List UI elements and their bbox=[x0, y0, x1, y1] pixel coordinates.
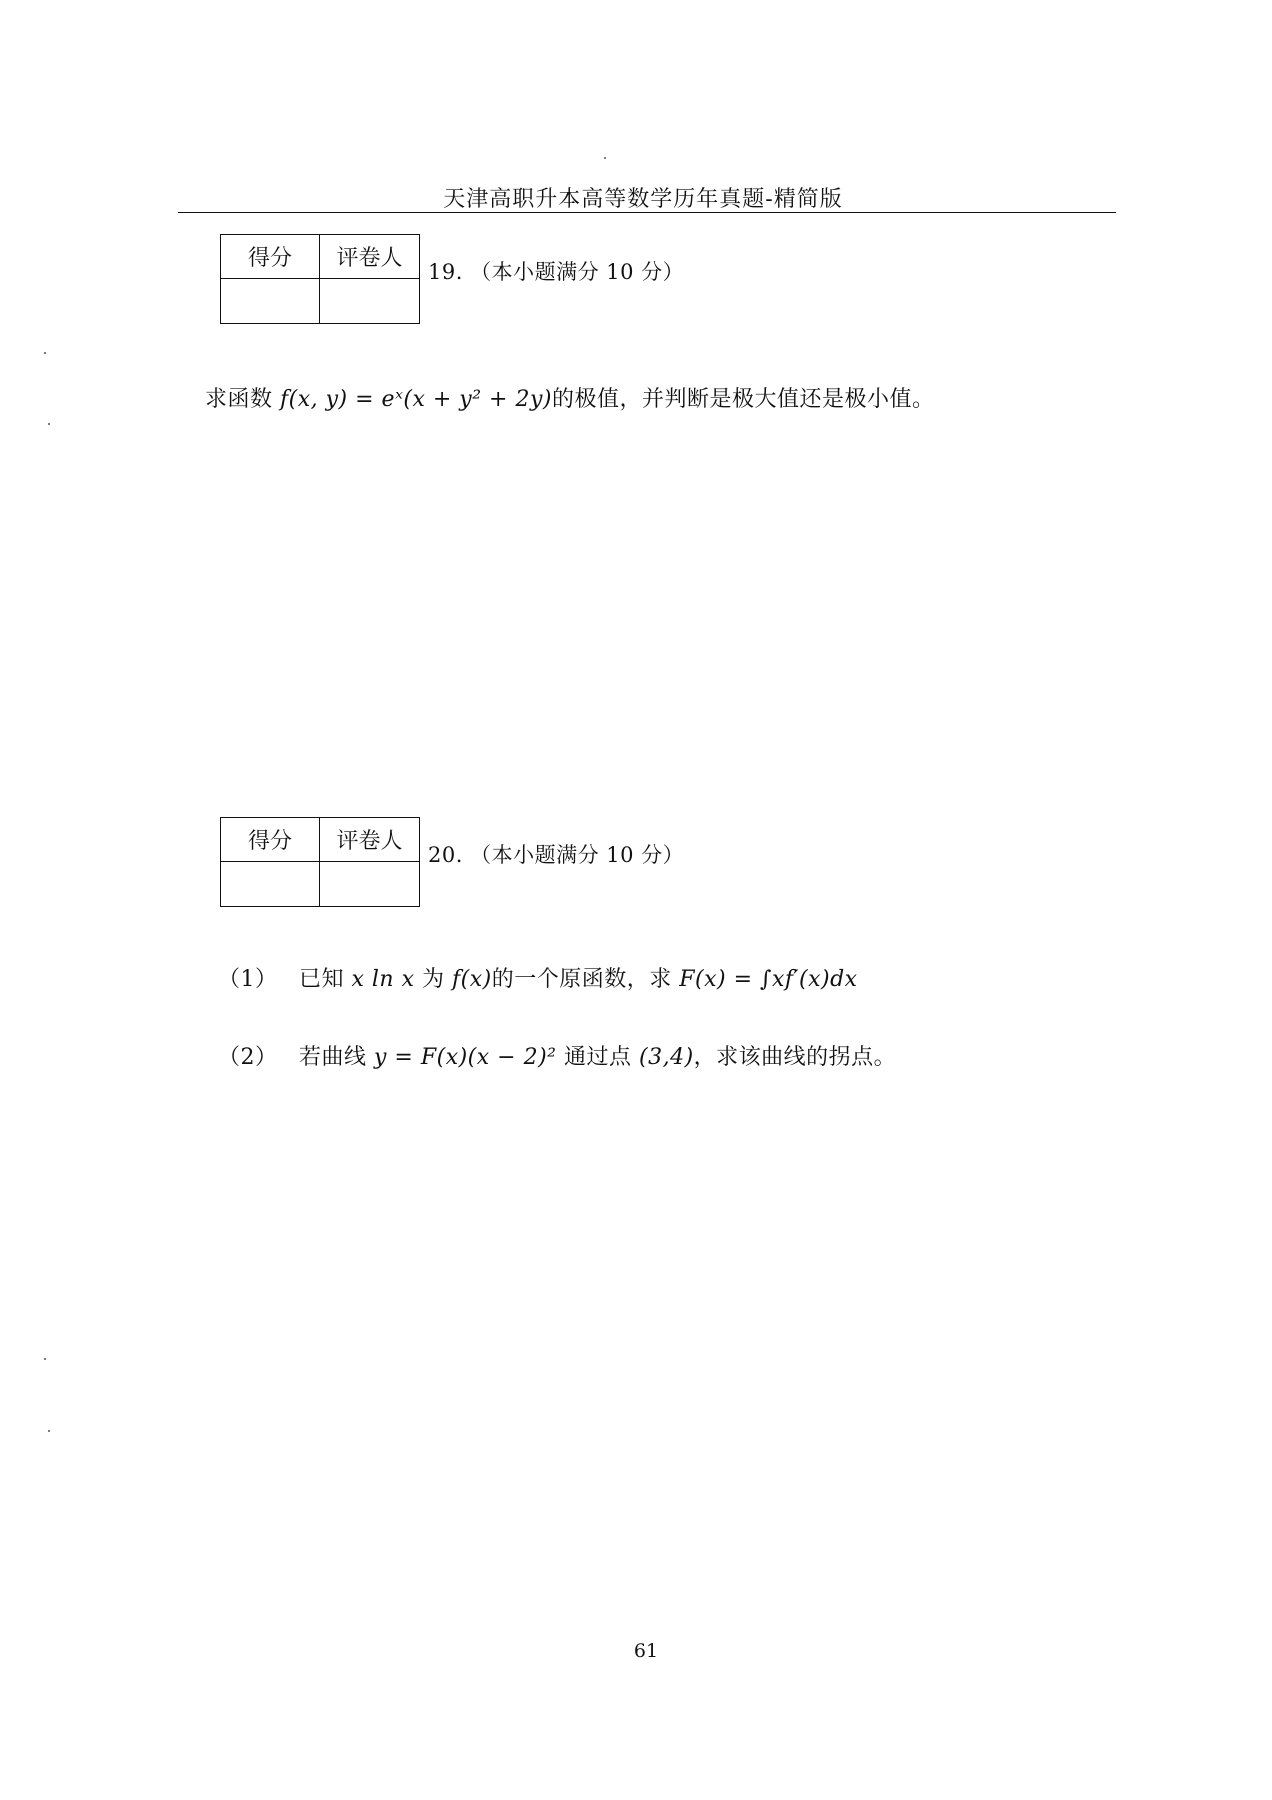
q19-formula: f(x, y) = eˣ(x + y² + 2y) bbox=[280, 387, 552, 412]
q20-part2-label: （2） bbox=[218, 1045, 278, 1070]
score-cell bbox=[221, 279, 320, 323]
q20-part2-math-2: (3,4) bbox=[639, 1045, 694, 1070]
score-label: 得分 bbox=[221, 235, 320, 279]
page-number: 61 bbox=[633, 1640, 659, 1662]
q20-heading: 20. （本小题满分 10 分） bbox=[428, 843, 685, 867]
q19-suffix: 的极值，并判断是极大值还是极小值。 bbox=[551, 387, 935, 412]
q20-part2-text-a: 若曲线 bbox=[299, 1045, 374, 1070]
q20-part1-text-a: 已知 bbox=[299, 967, 352, 992]
q20-part1 bbox=[218, 962, 858, 993]
q20-part2-math-1: y = F(x)(x − 2)² bbox=[374, 1045, 557, 1070]
score-cell bbox=[221, 862, 320, 906]
grader-label: 评卷人 bbox=[320, 235, 419, 279]
q19-prefix: 求函数 bbox=[205, 387, 280, 412]
q20-part2-text-c: ，求该曲线的拐点。 bbox=[693, 1045, 897, 1070]
q20-part1-text-b: 为 bbox=[414, 967, 453, 992]
score-label: 得分 bbox=[221, 818, 320, 862]
grader-cell bbox=[320, 862, 419, 906]
page-header-title: 天津高职升本高等数学历年真题-精简版 bbox=[443, 187, 843, 212]
q20-part1-label: （1） bbox=[218, 967, 278, 992]
scan-speck bbox=[44, 352, 46, 354]
grader-label: 评卷人 bbox=[320, 818, 419, 862]
score-box-q20 bbox=[220, 817, 420, 907]
q20-part2-text-b: 通过点 bbox=[556, 1045, 639, 1070]
scan-speck bbox=[604, 157, 606, 159]
q19-heading: 19. （本小题满分 10 分） bbox=[428, 260, 685, 284]
scan-speck bbox=[48, 1430, 50, 1432]
q20-part1-math-2: f(x) bbox=[452, 967, 492, 992]
q20-part1-text-c: 的一个原函数，求 bbox=[491, 967, 680, 992]
score-box-q19 bbox=[220, 234, 420, 324]
q19-statement bbox=[205, 382, 934, 413]
scan-speck bbox=[44, 1358, 46, 1360]
header-rule bbox=[178, 212, 1116, 213]
grader-cell bbox=[320, 279, 419, 323]
q20-part1-math-3: F(x) = ∫xf′(x)dx bbox=[679, 967, 858, 992]
q20-part1-math-1: x ln x bbox=[351, 967, 415, 992]
q20-part2 bbox=[218, 1040, 896, 1071]
scan-speck bbox=[48, 423, 50, 425]
